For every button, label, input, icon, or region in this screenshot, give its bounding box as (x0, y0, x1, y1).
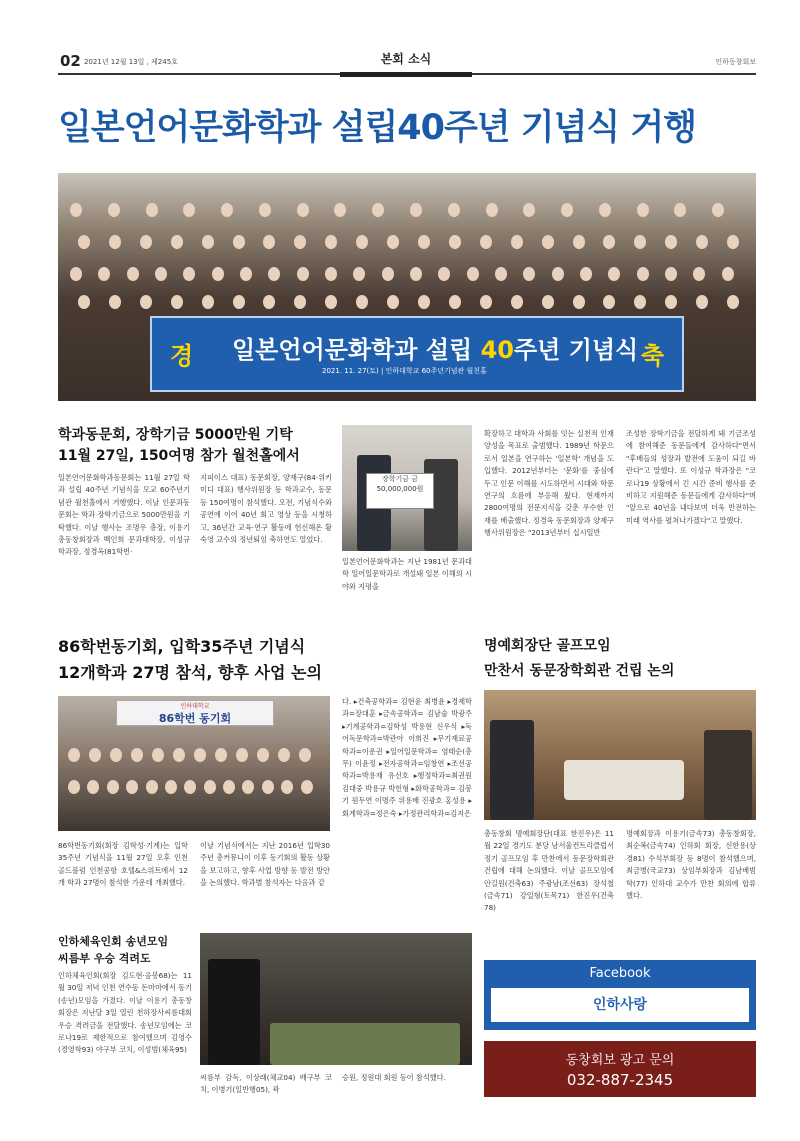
crowd-face (140, 235, 152, 249)
crowd-face (325, 267, 337, 281)
page-number: 02 (60, 52, 81, 70)
crowd-face (107, 780, 119, 794)
article4-col1: 인하체육인회(회장 김도현·음봉68)는 11월 30일 저녁 인천 연수동 돈마마에서 동기(송년)모임을 가졌다. 이날 이용기 총동창회장은 지난달 3일 열린 천하장사씨름대회 우승 격려금을 전달했다. 송년모임에는 코로나19로 제한적으로 참여했으며 김영수(경영학93) 야구부 코치, 이성범(체육95) (58, 971, 192, 1055)
crowd-face (146, 780, 158, 794)
crowd-face (68, 780, 80, 794)
crowd-face (108, 203, 120, 217)
crowd-face (573, 295, 585, 309)
article1-subhead (58, 425, 328, 467)
crowd-face (418, 295, 430, 309)
crowd-face (109, 235, 121, 249)
crowd-face (325, 295, 337, 309)
crowd-face (223, 780, 235, 794)
article3-photo (484, 690, 756, 820)
crowd-face (173, 748, 185, 762)
crowd-face (257, 748, 269, 762)
crowd-face (580, 267, 592, 281)
crowd-face (236, 748, 248, 762)
crowd-face (542, 295, 554, 309)
crowd-face (202, 295, 214, 309)
group-photo-40th (58, 173, 756, 401)
crowd-face (301, 780, 313, 794)
crowd-face (438, 267, 450, 281)
crowd-face (693, 267, 705, 281)
anniversary-banner (150, 316, 684, 392)
crowd-face (278, 748, 290, 762)
crowd-face (448, 203, 460, 217)
crowd-face (78, 235, 90, 249)
crowd-face (353, 267, 365, 281)
crowd-face (561, 203, 573, 217)
ad-inquiry-box (484, 1041, 756, 1097)
crowd-face (511, 235, 523, 249)
facebook-page-button[interactable]: 인하사랑 (491, 988, 749, 1022)
article1-photo (342, 425, 472, 551)
crowd-face (262, 780, 274, 794)
crowd-face (480, 295, 492, 309)
crowd-face (268, 267, 280, 281)
crowd-face (325, 235, 337, 249)
crowd-face (334, 203, 346, 217)
crowd-face (486, 203, 498, 217)
publication-name: 인하동창회보 (715, 58, 756, 66)
crowd-face (603, 235, 615, 249)
crowd-face (146, 203, 158, 217)
banner-title-b: 주년 기념식 (513, 336, 639, 364)
table-bottles (270, 1023, 460, 1065)
article1-sub1: 학과동문회, 장학기금 5000만원 기탁 (58, 427, 293, 443)
crowd-face (599, 203, 611, 217)
crowd-face (263, 295, 275, 309)
crowd-face (297, 267, 309, 281)
article4-photo (200, 933, 472, 1065)
banner-right-char: 축 (640, 342, 664, 370)
article3-col1: 총동창회 명예회장단(대표 한진우)은 11월 22일 경기도 분당 남서울컨트리클럽서 정기 골프모임 후 만찬에서 동문장학회관 건립에 대해 논의했다. 이날 골프모임에 안길원(건축63) 주광남(조선63) 장석철(금속71) 강일형(토목71) 한진우(건축78) (484, 829, 614, 913)
article3-subhead (484, 634, 756, 684)
article4-sub2: 씨름부 우승 격려도 (58, 952, 151, 965)
crowd-face (467, 267, 479, 281)
crowd-face (152, 748, 164, 762)
crowd-face (259, 203, 271, 217)
crowd-face (68, 748, 80, 762)
crowd-face (382, 267, 394, 281)
crowd-face (78, 295, 90, 309)
crowd-face (712, 203, 724, 217)
crowd-face (418, 235, 430, 249)
article1-col1: 일본언어문화학과동문회는 11월 27일 학과 설립 40주년 기념식을 모교 60주년기념관 월천홀에서 거행했다. 이날 인문과동문회는 학과 장학기금으로 5000만원을 기탁했다. 이날 행사는 조명우 총장, 이용기 총동창회장과 백인희 문과대학장, 이성규 학과장, 정경옥(81학번· (58, 473, 190, 557)
crowd-face (573, 235, 585, 249)
crowd-face (202, 235, 214, 249)
crowd-face (294, 235, 306, 249)
crowd-face (233, 235, 245, 249)
crowd-face (523, 203, 535, 217)
crowd-face (194, 748, 206, 762)
article4-col2: 씨름부 감독, 이상래(체교04) 배구부 코치, 이병기(일반행05), 곽 (200, 1073, 332, 1095)
ad-phone: 032-887-2345 (566, 1071, 674, 1089)
crowd-face (637, 267, 649, 281)
crowd-face (372, 203, 384, 217)
crowd-face (294, 295, 306, 309)
article4-col3: 승원, 정원대 회원 등이 참석했다. (342, 1073, 446, 1082)
crowd-face (242, 780, 254, 794)
banner-school: 인하대학교 (180, 703, 210, 710)
article1-col3: 확장하고 대학과 사회를 잇는 실천적 인재 양성을 목표로 출범했다. 1989년 학문으로서 일본을 연구하는 '일본학' 개념을 도입했다. 2012년부터는 '문화'를 중심에 두고 인문 이해를 시도하면서 시대와 학문 연구의 흐름에 부응해 왔다. 현재까지 2800여명의 전문지식을 갖춘 우수한 인재를 배출했다. 정경옥 동문회장과 양재구 행사위원장은 "2013년부터 십시일반 (484, 429, 614, 538)
crowd-face (127, 267, 139, 281)
main-headline: 일본언어문화학과 설립40주년 기념식 거행 (58, 108, 697, 148)
crowd-face (637, 203, 649, 217)
article2-col2: 이날 기념식에서는 지난 2016년 입학30주년 총커뮤니이 이후 동기회의 활동 상황을 보고하고, 향후 사업 방향 등 발전 방안을 논의했다. 학과별 참석자는 다음과 같 (200, 841, 330, 888)
crowd-face (552, 267, 564, 281)
crowd-face (126, 780, 138, 794)
crowd-face (696, 235, 708, 249)
crowd-face (480, 235, 492, 249)
banner-left-char: 경 (170, 342, 194, 370)
article2-photo (58, 696, 330, 831)
crowd-face (665, 267, 677, 281)
crowd-face (696, 295, 708, 309)
crowd-face (263, 235, 275, 249)
crowd-face (110, 748, 122, 762)
crowd-face (665, 295, 677, 309)
crowd-face (495, 267, 507, 281)
article3-col2: 명예회장과 이용기(금속73) 총동창회장, 최순복(금속74) 인하회 회장, 신한용(상경81) 수석부회장 등 8명이 참석했으며, 최금병(국교73) 상임부회장과 김남배범학(77) 인하대 교수가 만찬 회의에 합류했다. (626, 829, 756, 901)
article3-sub2: 만찬서 동문장학회관 건립 논의 (484, 663, 675, 679)
crowd-face (722, 267, 734, 281)
diner-right (704, 730, 752, 820)
crowd-face (727, 235, 739, 249)
article2-col3: 다. ▸건축공학과= 김현윤 최병윤 ▸경제학과=장대훈 ▸금속공학과= 김남술 박광주 ▸기계공학과=김학성 박용현 신우식 ▸독어독문학과=박관아 이희진 ▸무기재료공학과=이운권 ▸일어일문학과= 염태순(총무) 이윤정 ▸전자공학과=임창연 ▸조선공학과=박용재 유선호 ▸행정학과=최권원 김대중 박용규 박헌형 ▸화학공학과= 김봉기 원두연 이명주 위용배 진광호 홍성용 ▸회계학과=정은숙 ▸가정관리학과=김지은 (342, 697, 472, 818)
crowd-face (221, 203, 233, 217)
dinner-table (564, 760, 684, 800)
crowd-face (634, 295, 646, 309)
crowd-face (634, 235, 646, 249)
banner-subtitle: 2021. 11. 27(토) | 인하대학교 60주년기념관 월천홀 (322, 367, 487, 375)
crowd-face (131, 748, 143, 762)
crowd-face (89, 748, 101, 762)
crowd-face (109, 295, 121, 309)
crowd-face (98, 267, 110, 281)
crowd-face (297, 203, 309, 217)
crowd-face (165, 780, 177, 794)
article4-subhead (58, 933, 198, 967)
article3-sub1: 명예회장단 골프모임 (484, 638, 611, 654)
article2-sub2: 12개학과 27명 참석, 향후 사업 논의 (58, 663, 322, 682)
banner-86: 86학번 동기회 (158, 712, 232, 725)
crowd-face (665, 235, 677, 249)
crowd-face (356, 235, 368, 249)
crowd-face (727, 295, 739, 309)
crowd-face (171, 295, 183, 309)
crowd-face (608, 267, 620, 281)
facebook-title: Facebook (589, 966, 651, 981)
crowd-face (204, 780, 216, 794)
banner-title-num: 40 (480, 336, 514, 364)
crowd-face (387, 235, 399, 249)
crowd-face (140, 295, 152, 309)
article2-sub1: 86학번동기회, 입학35주년 기념식 (58, 637, 306, 656)
donation-sign: 장학기금 금 50,000,000원 (366, 473, 434, 509)
crowd-face (215, 748, 227, 762)
crowd-face (70, 267, 82, 281)
section-underline (340, 72, 472, 77)
banner-title-a: 일본언어문화학과 설립 (232, 336, 481, 364)
crowd-face (155, 267, 167, 281)
crowd-face (674, 203, 686, 217)
crowd-face (511, 295, 523, 309)
banner-title (232, 330, 638, 365)
crowd-face (212, 267, 224, 281)
crowd-face (449, 295, 461, 309)
dongihoe-banner (116, 700, 274, 726)
crowd-face (387, 295, 399, 309)
article1-col2: 지피이스 대표) 동문회장, 양재구(84·위키미디 대표) 행사위원장 등 학과교수, 동문 등 150여명이 참석했다. 오전, 기념식수와 공연에 이어 40년 회고 영상 등을 시청하고, 36년간 교육·연구 활동에 헌신해온 황숙영 교수의 정년퇴임 축하연도 열었다. (200, 473, 332, 545)
crowd-face (70, 203, 82, 217)
crowd-face (449, 235, 461, 249)
issue-date: 2021년 12월 13일 , 제245호 (84, 58, 178, 66)
crowd-face (281, 780, 293, 794)
article1-photo-caption: 일본언어문화학과는 지난 1981년 문과대학 일어일문학과로 개설돼 일본 이해의 시야와 지평을 (342, 557, 472, 591)
article4-sub1: 인하체육인회 송년모임 (58, 935, 169, 948)
article2-col1: 86학번동기회(회장 김학성·기계)는 입학 35주년 기념식을 11월 27일 오후 인천 골드블럼 인천공항 호텔&스위트에서 12개 학과 27명이 참석한 가운데 개최했다. (58, 841, 188, 888)
crowd-face (171, 235, 183, 249)
crowd-face (240, 267, 252, 281)
article2-subhead (58, 634, 468, 686)
front-man (208, 959, 260, 1065)
crowd-face (523, 267, 535, 281)
crowd-face (410, 267, 422, 281)
crowd-face (87, 780, 99, 794)
ad-title: 동창회보 광고 문의 (565, 1053, 675, 1068)
crowd-face (603, 295, 615, 309)
crowd-face (410, 203, 422, 217)
crowd-face (183, 203, 195, 217)
crowd-face (356, 295, 368, 309)
crowd-face (183, 267, 195, 281)
diner-left (490, 720, 534, 820)
crowd-face (184, 780, 196, 794)
section-title: 본회 소식 (380, 52, 432, 66)
facebook-box (484, 960, 756, 1030)
crowd-face (233, 295, 245, 309)
crowd-face (542, 235, 554, 249)
article1-sub2: 11월 27일, 150여명 참가 월천홀에서 (58, 448, 300, 464)
crowd-face (299, 748, 311, 762)
article1-col4: 조성한 장학기금을 전달하게 돼 기금조성에 참여해준 동문들에게 감사하다"면서 "후배들의 성장과 발전에 도움이 되길 바란다"고 말했다. 또 이성규 학과장은 "코로나19 상황에서 긴 시간 준비 행사를 준비하고 지원해준 동문들에게 감사하다"며 "앞으로 40년을 내다보며 더욱 반전하는 미래 역사를 펼쳐나가겠다"고 말했다. (626, 429, 756, 525)
